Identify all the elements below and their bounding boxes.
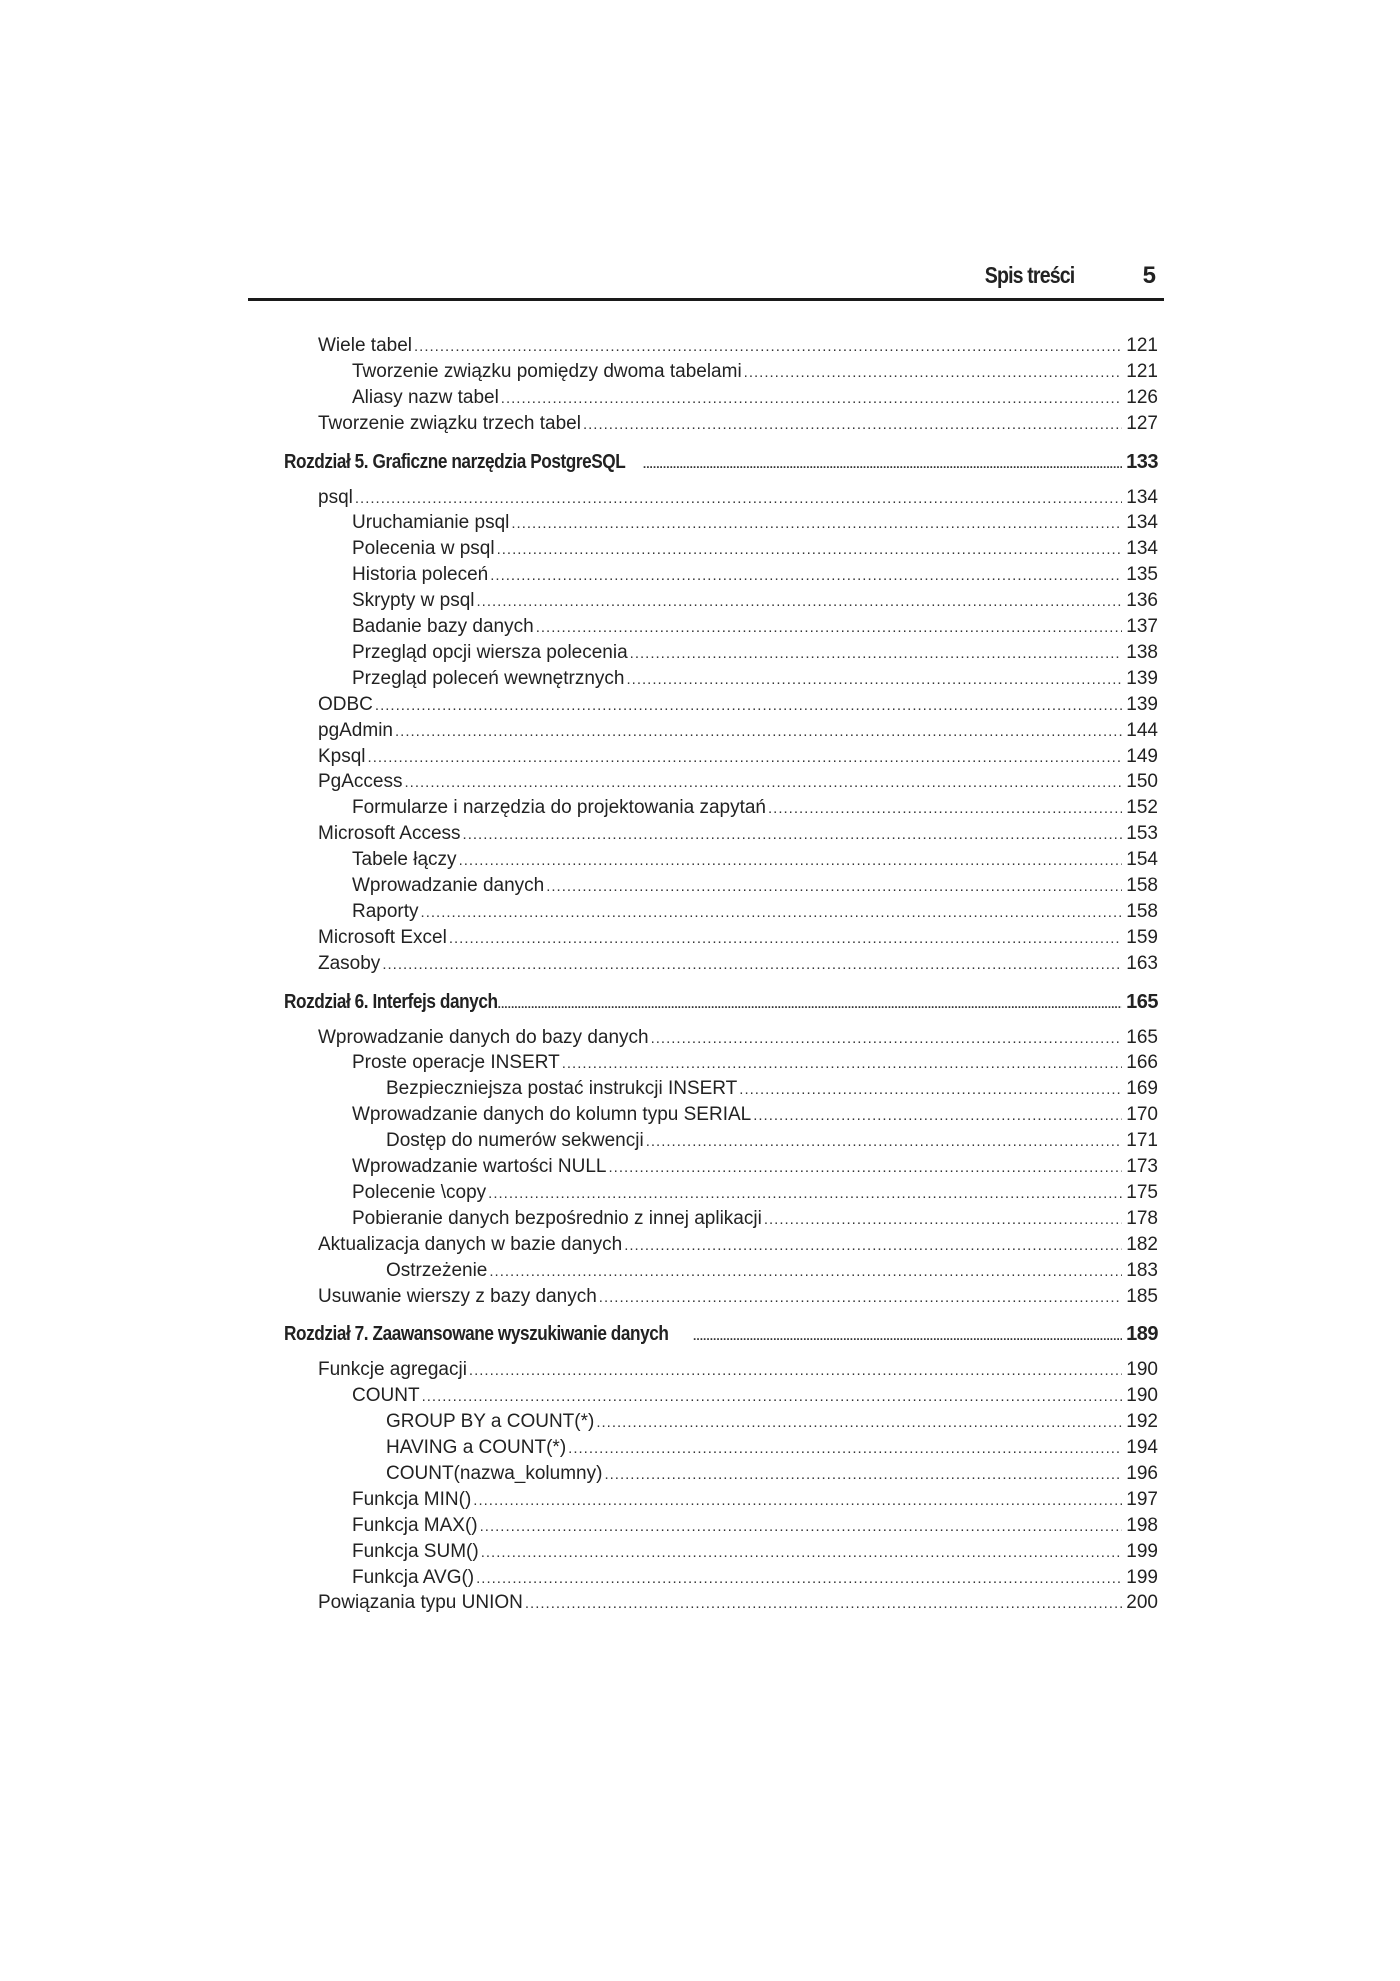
toc-dot-leader bbox=[604, 1463, 1122, 1487]
toc-entry-page: 190 bbox=[1126, 1359, 1158, 1381]
toc-dot-leader bbox=[562, 1052, 1123, 1076]
toc-entry-page: 154 bbox=[1126, 849, 1158, 871]
page-header bbox=[248, 262, 1164, 298]
toc-dot-leader bbox=[395, 720, 1122, 744]
toc-entry-page: 199 bbox=[1126, 1566, 1158, 1588]
toc-entry bbox=[352, 511, 1158, 535]
toc-entry bbox=[352, 848, 1158, 872]
running-title: Spis treści bbox=[984, 262, 1074, 288]
toc-dot-leader bbox=[693, 1324, 1122, 1348]
toc-entry-title: Historia poleceń bbox=[352, 564, 489, 586]
toc-dot-leader bbox=[489, 1260, 1122, 1284]
toc-dot-leader bbox=[481, 1541, 1123, 1565]
toc-entry bbox=[352, 615, 1158, 639]
toc-entry-page: 169 bbox=[1126, 1078, 1158, 1100]
toc-entry-page: 198 bbox=[1126, 1514, 1158, 1536]
toc-entry-page: 158 bbox=[1126, 900, 1158, 922]
toc-entry-title: Microsoft Excel bbox=[318, 926, 447, 948]
toc-entry-page: 158 bbox=[1126, 875, 1158, 896]
toc-entry bbox=[352, 563, 1158, 587]
toc-dot-leader bbox=[480, 1515, 1123, 1539]
toc-dot-leader bbox=[651, 1027, 1123, 1051]
toc-entry-page: 185 bbox=[1126, 1285, 1158, 1307]
toc-dot-leader bbox=[501, 387, 1123, 411]
toc-entry-page: 127 bbox=[1126, 412, 1158, 434]
toc-entry-page: 183 bbox=[1126, 1259, 1158, 1281]
toc-chapter-entry bbox=[284, 450, 1158, 474]
toc-entry-page: 173 bbox=[1126, 1156, 1158, 1177]
toc-entry-title: Usuwanie wierszy z bazy danych bbox=[318, 1285, 597, 1307]
toc-dot-leader bbox=[753, 1104, 1122, 1128]
toc-dot-leader bbox=[476, 590, 1122, 614]
toc-entry bbox=[318, 822, 1158, 846]
toc-entry-page: 133 bbox=[1126, 450, 1158, 473]
toc-entry-title: Pobieranie danych bezpośrednio z innej aplikacji bbox=[352, 1207, 762, 1229]
toc-entry bbox=[352, 1488, 1158, 1512]
toc-entry-title: Dostęp do numerów sekwencji bbox=[386, 1130, 644, 1152]
toc-entry-page: 196 bbox=[1126, 1462, 1158, 1484]
toc-entry-title: Funkcje agregacji bbox=[318, 1359, 467, 1381]
toc-entry-page: 166 bbox=[1126, 1052, 1158, 1074]
toc-entry bbox=[352, 360, 1158, 384]
toc-entry-page: 153 bbox=[1126, 823, 1158, 845]
toc-dot-leader bbox=[609, 1156, 1123, 1180]
toc-entry bbox=[352, 1514, 1158, 1538]
toc-entry-page: 163 bbox=[1126, 952, 1158, 974]
toc-dot-leader bbox=[414, 335, 1122, 359]
toc-entry-page: 189 bbox=[1126, 1323, 1158, 1346]
toc-dot-leader bbox=[490, 564, 1122, 588]
toc-dot-leader bbox=[536, 616, 1123, 640]
toc-entry-page: 165 bbox=[1126, 1026, 1158, 1048]
toc-entry-page: 134 bbox=[1126, 486, 1158, 508]
toc-dot-leader bbox=[764, 1208, 1122, 1232]
toc-dot-leader bbox=[459, 849, 1123, 873]
toc-entry bbox=[318, 926, 1158, 950]
toc-dot-leader bbox=[568, 1437, 1122, 1461]
page-number: 5 bbox=[1142, 262, 1156, 289]
toc-entry-page: 152 bbox=[1126, 797, 1158, 819]
toc-entry-title: Przegląd poleceń wewnętrznych bbox=[352, 667, 625, 689]
toc-entry-title: Wiele tabel bbox=[318, 335, 412, 356]
toc-entry-title: Uruchamianie psql bbox=[352, 512, 510, 534]
toc-entry-title: COUNT bbox=[352, 1385, 420, 1407]
toc-dot-leader bbox=[476, 1567, 1122, 1591]
toc-entry-title: Przegląd opcji wiersza polecenia bbox=[352, 641, 628, 663]
toc-dot-leader bbox=[469, 1359, 1122, 1383]
toc-dot-leader bbox=[744, 361, 1123, 385]
toc-entry bbox=[352, 900, 1158, 924]
toc-entry-page: 150 bbox=[1126, 771, 1158, 793]
toc-entry bbox=[318, 745, 1158, 769]
toc-entry-title: Bezpieczniejsza postać instrukcji INSERT bbox=[386, 1078, 738, 1100]
toc-entry-title: Rozdział 7. Zaawansowane wyszukiwanie danych bbox=[284, 1323, 669, 1346]
toc-entry-page: 135 bbox=[1126, 564, 1158, 586]
toc-entry-title: Rozdział 5. Graficzne narzędzia PostgreSQL bbox=[284, 450, 626, 473]
toc-entry-title: Wprowadzanie danych do bazy danych bbox=[318, 1026, 649, 1048]
toc-dot-leader bbox=[599, 1286, 1123, 1310]
toc-entry-title: pgAdmin bbox=[318, 719, 393, 741]
toc-entry-page: 137 bbox=[1126, 616, 1158, 637]
header-rule bbox=[248, 298, 1164, 301]
toc-entry-title: Badanie bazy danych bbox=[352, 616, 534, 637]
toc-entry-page: 190 bbox=[1126, 1385, 1158, 1407]
toc-entry-title: Skrypty w psql bbox=[352, 590, 475, 612]
toc-entry-title: Raporty bbox=[352, 900, 419, 922]
toc-dot-leader bbox=[422, 1385, 1123, 1409]
toc-entry-title: Tworzenie związku trzech tabel bbox=[318, 412, 581, 434]
toc-entry bbox=[352, 1103, 1158, 1127]
toc-dot-leader bbox=[546, 875, 1122, 899]
toc-entry bbox=[318, 1285, 1158, 1309]
toc-entry bbox=[352, 796, 1158, 820]
toc-entry bbox=[352, 1207, 1158, 1231]
toc-entry-page: 134 bbox=[1126, 538, 1158, 560]
toc-entry-page: 138 bbox=[1126, 641, 1158, 663]
toc-dot-leader bbox=[497, 538, 1123, 562]
toc-entry-title: Tworzenie związku pomiędzy dwoma tabelami bbox=[352, 360, 742, 382]
toc-entry-title: psql bbox=[318, 486, 353, 508]
toc-dot-leader bbox=[355, 487, 1122, 511]
toc-entry-title: Wprowadzanie danych bbox=[352, 875, 545, 896]
toc-entry-title: Microsoft Access bbox=[318, 823, 461, 845]
toc-entry bbox=[386, 1259, 1158, 1283]
toc-entry bbox=[386, 1410, 1158, 1434]
toc-dot-leader bbox=[473, 1489, 1122, 1513]
toc-entry bbox=[318, 1591, 1158, 1615]
toc-entry bbox=[318, 719, 1158, 743]
toc-chapter-entry bbox=[284, 990, 1158, 1014]
toc-entry-page: 134 bbox=[1126, 512, 1158, 534]
toc-entry bbox=[318, 1026, 1158, 1050]
toc-entry-page: 200 bbox=[1126, 1592, 1158, 1614]
toc-dot-leader bbox=[525, 1592, 1122, 1616]
toc-entry bbox=[318, 334, 1158, 358]
toc-dot-leader bbox=[630, 642, 1123, 666]
toc-entry-title: Wprowadzanie danych do kolumn typu SERIAL bbox=[352, 1104, 752, 1126]
toc-dot-leader bbox=[421, 901, 1123, 925]
toc-entry bbox=[352, 537, 1158, 561]
toc-entry-title: Tabele łączy bbox=[352, 849, 457, 871]
toc-dot-leader bbox=[643, 452, 1122, 476]
toc-entry-title: Wprowadzanie wartości NULL bbox=[352, 1156, 607, 1177]
toc-entry-page: 165 bbox=[1126, 990, 1158, 1013]
toc-entry-title: ODBC bbox=[318, 693, 373, 715]
toc-entry bbox=[352, 1384, 1158, 1408]
toc-entry-title: Aktualizacja danych w bazie danych bbox=[318, 1233, 623, 1255]
toc-entry bbox=[352, 1540, 1158, 1564]
toc-entry-page: 149 bbox=[1126, 745, 1158, 767]
toc-entry bbox=[352, 667, 1158, 691]
toc-entry-page: 159 bbox=[1126, 926, 1158, 948]
toc-entry-page: 178 bbox=[1126, 1207, 1158, 1229]
toc-dot-leader bbox=[739, 1078, 1122, 1102]
toc-entry-title: Funkcja SUM() bbox=[352, 1540, 479, 1562]
toc-entry-page: 192 bbox=[1126, 1411, 1158, 1433]
toc-dot-leader bbox=[449, 927, 1122, 951]
toc-entry bbox=[318, 770, 1158, 794]
toc-dot-leader bbox=[511, 512, 1122, 536]
toc-dot-leader bbox=[768, 797, 1122, 821]
toc-entry bbox=[386, 1436, 1158, 1460]
toc-entry-title: HAVING a COUNT(*) bbox=[386, 1437, 567, 1458]
toc-entry-title: Formularze i narzędzia do projektowania zapytań bbox=[352, 797, 766, 819]
toc-dot-leader bbox=[404, 771, 1122, 795]
toc-entry-page: 197 bbox=[1126, 1488, 1158, 1510]
toc-entry bbox=[318, 1233, 1158, 1257]
toc-entry bbox=[318, 693, 1158, 717]
toc-entry-title: Zasoby bbox=[318, 952, 381, 974]
toc-entry-title: Funkcja MIN() bbox=[352, 1488, 472, 1510]
toc-dot-leader bbox=[375, 694, 1122, 718]
toc-entry-page: 171 bbox=[1126, 1130, 1158, 1152]
toc-dot-leader bbox=[368, 746, 1123, 770]
toc-entry bbox=[386, 1129, 1158, 1153]
toc-entry-title: Proste operacje INSERT bbox=[352, 1052, 560, 1074]
toc-entry-page: 194 bbox=[1126, 1437, 1158, 1458]
toc-chapter-entry bbox=[284, 1322, 1158, 1346]
toc-dot-leader bbox=[624, 1234, 1122, 1258]
toc-entry-title: Powiązania typu UNION bbox=[318, 1592, 523, 1614]
toc-entry bbox=[318, 1358, 1158, 1382]
toc-dot-leader bbox=[382, 953, 1122, 977]
toc-entry-title: Ostrzeżenie bbox=[386, 1259, 488, 1281]
toc-entry-page: 139 bbox=[1126, 667, 1158, 689]
toc-dot-leader bbox=[596, 1411, 1122, 1435]
toc-entry-page: 139 bbox=[1126, 693, 1158, 715]
toc-entry-page: 170 bbox=[1126, 1104, 1158, 1126]
toc-entry-title: COUNT(nazwa_kolumny) bbox=[386, 1462, 603, 1484]
toc-entry-page: 126 bbox=[1126, 386, 1158, 408]
toc-entry-title: Kpsql bbox=[318, 745, 366, 767]
toc-entry bbox=[352, 1566, 1158, 1590]
toc-dot-leader bbox=[583, 413, 1122, 437]
toc-entry-title: Funkcja MAX() bbox=[352, 1514, 478, 1536]
toc-entry-page: 121 bbox=[1126, 360, 1158, 382]
toc-entry bbox=[352, 641, 1158, 665]
toc-entry-page: 199 bbox=[1126, 1540, 1158, 1562]
toc-entry-title: GROUP BY a COUNT(*) bbox=[386, 1411, 595, 1433]
toc-entry-page: 121 bbox=[1126, 335, 1158, 356]
toc-entry-page: 136 bbox=[1126, 590, 1158, 612]
toc-entry bbox=[352, 1181, 1158, 1205]
toc-entry-title: Funkcja AVG() bbox=[352, 1566, 475, 1588]
toc-entry bbox=[318, 952, 1158, 976]
toc-entry bbox=[318, 486, 1158, 510]
toc-entry bbox=[352, 589, 1158, 613]
toc-entry-title: Rozdział 6. Interfejs danych bbox=[284, 990, 498, 1013]
toc-entry-page: 144 bbox=[1126, 719, 1158, 741]
toc-entry bbox=[352, 1155, 1158, 1179]
toc-entry-page: 175 bbox=[1126, 1181, 1158, 1203]
toc-dot-leader bbox=[627, 668, 1123, 692]
toc-entry bbox=[352, 1051, 1158, 1075]
toc-entry-title: Aliasy nazw tabel bbox=[352, 386, 499, 408]
toc-entry-title: PgAccess bbox=[318, 771, 403, 793]
toc-entry bbox=[352, 874, 1158, 898]
toc-entry bbox=[352, 386, 1158, 410]
toc-entry-title: Polecenia w psql bbox=[352, 538, 495, 560]
toc-entry-title: Polecenie \copy bbox=[352, 1181, 487, 1203]
toc-entry-page: 182 bbox=[1126, 1233, 1158, 1255]
toc-dot-leader bbox=[488, 1182, 1122, 1206]
toc-entry bbox=[318, 412, 1158, 436]
toc-dot-leader bbox=[494, 992, 1122, 1016]
toc-dot-leader bbox=[646, 1130, 1123, 1154]
toc-entry bbox=[386, 1077, 1158, 1101]
toc-entry bbox=[386, 1462, 1158, 1486]
toc-dot-leader bbox=[463, 823, 1123, 847]
